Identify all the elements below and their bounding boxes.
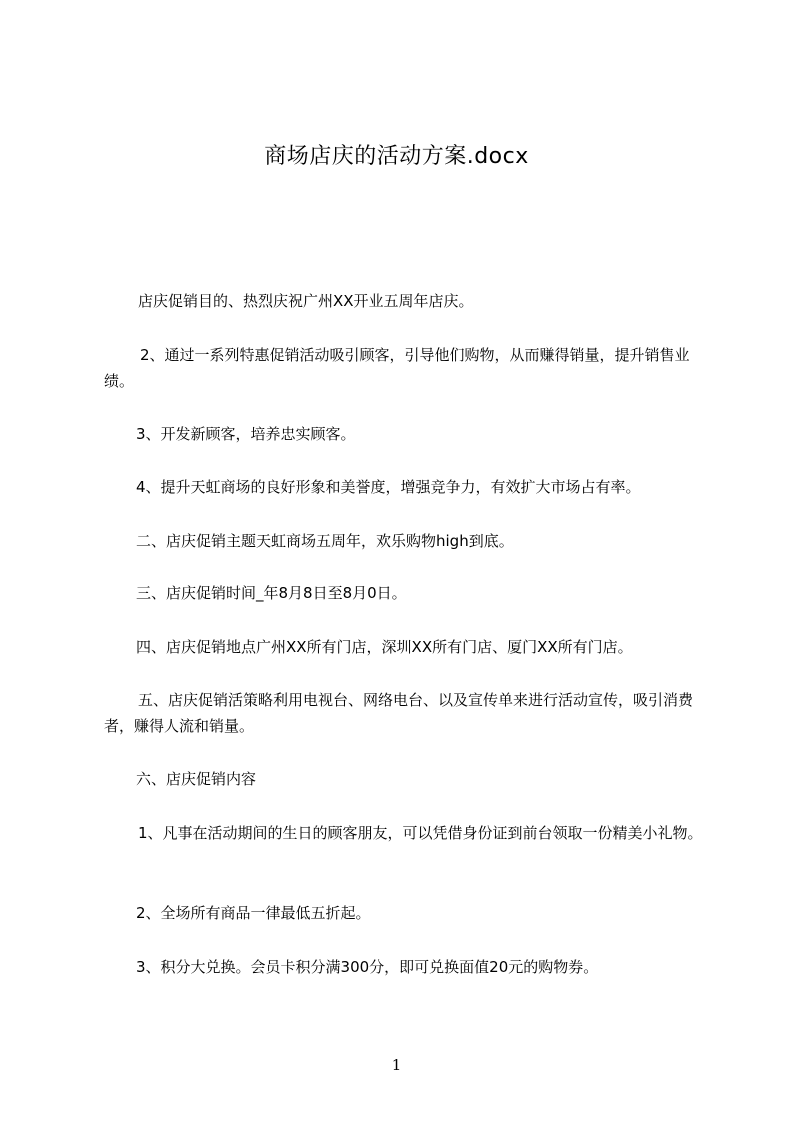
paragraph-goal-2: 2、通过一系列特惠促销活动吸引顾客，引导他们购物，从而赚得销量，提升销售业绩。 — [104, 346, 690, 390]
paragraph-goal-3: 3、开发新顾客，培养忠实顾客。 — [136, 425, 356, 443]
paragraph-theme: 二、店庆促销主题天虹商场五周年，欢乐购物high到底。 — [136, 532, 514, 550]
paragraph-content-1: 1、凡事在活动期间的生日的顾客朋友，可以凭借身份证到前台领取一份精美小礼物。 — [138, 824, 703, 842]
paragraph-content-3: 3、积分大兑换。会员卡积分满300分，即可兑换面值20元的购物券。 — [136, 958, 599, 976]
paragraph-location: 四、店庆促销地点广州XX所有门店，深圳XX所有门店、厦门XX所有门店。 — [136, 638, 633, 656]
page-number: 1 — [391, 1056, 402, 1074]
paragraph-goal-4: 4、提升天虹商场的良好形象和美誉度，增强竞争力，有效扩大市场占有率。 — [136, 478, 641, 496]
paragraph-time: 三、店庆促销时间_年8月8日至8月0日。 — [136, 584, 407, 602]
paragraph-strategy: 五、店庆促销活策略利用电视台、网络电台、以及宣传单来进行活动宣传，吸引消费者，赚得人流和销量。 — [104, 691, 694, 735]
paragraph-content-2: 2、全场所有商品一律最低五折起。 — [136, 904, 371, 922]
paragraph-purpose: 店庆促销目的、热烈庆祝广州XX开业五周年店庆。 — [138, 292, 474, 310]
document-title: 商场店庆的活动方案.docx — [264, 144, 529, 169]
paragraph-content-heading: 六、店庆促销内容 — [136, 770, 257, 788]
